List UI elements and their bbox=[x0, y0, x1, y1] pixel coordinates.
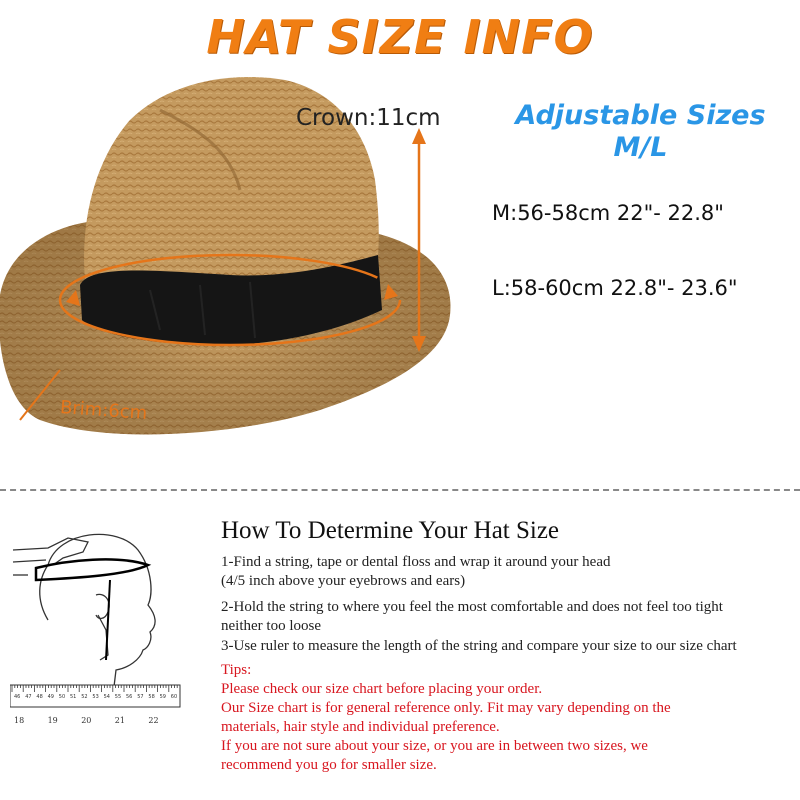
ruler-cm-label: 56 bbox=[126, 694, 133, 700]
tips-line-3: materials, hair style and individual preference. bbox=[221, 719, 500, 735]
ruler-cm-label: 59 bbox=[159, 694, 166, 700]
step-2-line-1: 2-Hold the string to where you feel the most comfortable and does not feel too tight bbox=[221, 599, 723, 615]
adjustable-sizes-line2: M/L bbox=[613, 132, 668, 163]
ruler-cm-label: 47 bbox=[25, 694, 32, 700]
ruler-inch-label: 20 bbox=[81, 716, 92, 725]
ruler-inch-label: 18 bbox=[14, 716, 25, 725]
how-to-heading: How To Determine Your Hat Size bbox=[221, 517, 560, 544]
ruler-cm-label: 53 bbox=[92, 694, 99, 700]
tips-label: Tips: bbox=[221, 662, 252, 678]
size-m-text: M:56-58cm 22"- 22.8" bbox=[492, 201, 724, 225]
ruler-cm-label: 48 bbox=[36, 694, 43, 700]
ruler-cm-label: 50 bbox=[58, 694, 66, 700]
step-1-line-1: 1-Find a string, tape or dental floss and wrap it around your head bbox=[221, 554, 611, 570]
adjustable-sizes-heading bbox=[498, 100, 783, 164]
ruler-cm-label: 57 bbox=[137, 694, 144, 700]
ruler-cm-label: 58 bbox=[148, 694, 155, 700]
section-divider bbox=[0, 489, 800, 491]
ruler-cm-label: 51 bbox=[70, 694, 77, 700]
ruler-inch-label: 22 bbox=[148, 716, 159, 725]
ruler bbox=[10, 683, 190, 728]
measuring-string bbox=[36, 559, 148, 580]
brim-size-label: Brim:6cm bbox=[59, 396, 148, 425]
step-2-line-2: neither too loose bbox=[221, 618, 321, 634]
tips-line-5: recommend you go for smaller size. bbox=[221, 757, 437, 773]
ruler-cm-label: 54 bbox=[103, 694, 110, 700]
step-1 bbox=[221, 553, 791, 591]
tips-line-1: Please check our size chart before placing your order. bbox=[221, 681, 543, 697]
ruler-inch-label: 21 bbox=[114, 716, 125, 725]
tips-line-4: If you are not sure about your size, or you are in between two sizes, we bbox=[221, 738, 648, 754]
tips-section bbox=[221, 661, 791, 775]
step-3: 3-Use ruler to measure the length of the string and compare your size to our size chart bbox=[221, 638, 737, 654]
ruler-inch-label: 19 bbox=[47, 716, 58, 725]
adjustable-sizes-line1: Adjustable Sizes bbox=[515, 100, 766, 131]
ruler-cm-label: 46 bbox=[14, 694, 21, 700]
step-1-line-2: (4/5 inch above your eyebrows and ears) bbox=[221, 573, 466, 589]
ruler-cm-label: 52 bbox=[81, 694, 88, 700]
tips-line-2: Our Size chart is for general reference only. Fit may vary depending on the bbox=[221, 700, 671, 716]
crown-size-label: Crown:11cm bbox=[296, 105, 441, 131]
ruler-cm-label: 49 bbox=[47, 694, 54, 700]
page-title: HAT SIZE INFO bbox=[206, 10, 594, 64]
ruler-cm-label: 55 bbox=[114, 694, 122, 700]
ruler-cm-label: 60 bbox=[170, 694, 178, 700]
step-2 bbox=[221, 598, 791, 636]
size-l-text: L:58-60cm 22.8"- 23.6" bbox=[492, 276, 738, 300]
